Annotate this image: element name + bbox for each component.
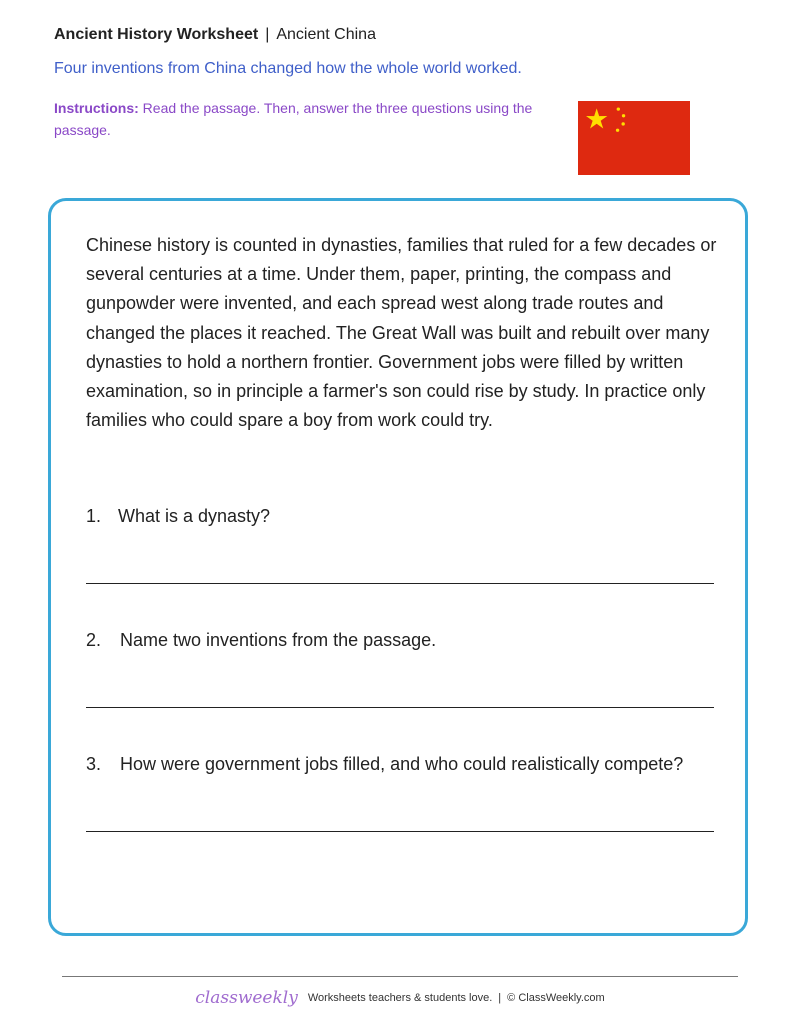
brand-logo: classweekly — [195, 988, 298, 1008]
question-3 — [86, 754, 683, 775]
question-number: 2. — [86, 630, 102, 650]
question-text: What is a dynasty? — [118, 506, 271, 526]
worksheet-title: Ancient History Worksheet — [54, 26, 259, 43]
flag-small-star — [616, 129, 619, 132]
reading-passage: Chinese history is counted in dynasties, families that ruled for a few decades or several centuries at a time. Under them, paper, printing, the compass and gunpowder were invented, and each spread west along trade routes and changed the places it reached. The Great Wall was built and rebuilt over many dynasties to hold a northern frontier. Government jobs were filled by written examination, so in principle a farmer's son could rise by study. In practice only families who could spare a boy from work could try. — [86, 235, 717, 431]
question-number: 3. — [86, 754, 102, 774]
question-2 — [86, 630, 436, 651]
question-1 — [86, 506, 270, 527]
question-text: Name two inventions from the passage. — [120, 630, 437, 650]
header-separator: | — [265, 26, 270, 43]
footer-divider — [62, 976, 738, 977]
question-number: 1. — [86, 506, 102, 526]
answer-line-1[interactable] — [86, 583, 714, 584]
answer-line-3[interactable] — [86, 831, 714, 832]
worksheet-header — [54, 26, 376, 44]
instructions-label: Instructions: — [54, 100, 139, 116]
footer-copyright: © ClassWeekly.com — [507, 992, 605, 1004]
flag-small-star — [617, 107, 620, 110]
worksheet-subtitle: Four inventions from China changed how the whole world worked. — [54, 60, 522, 77]
instructions — [54, 97, 564, 141]
flag-field — [578, 101, 690, 175]
footer-separator: | — [498, 992, 502, 1004]
instructions-text: Read the passage. Then, answer the three questions using the passage. — [54, 100, 533, 138]
footer — [0, 988, 800, 1008]
worksheet-topic: Ancient China — [276, 26, 376, 43]
flag-small-star — [622, 114, 625, 117]
question-text: How were government jobs filled, and who could realistically compete? — [120, 754, 684, 774]
flag-small-star — [621, 122, 624, 125]
china-flag-icon — [578, 101, 690, 175]
footer-tagline: Worksheets teachers & students love. — [307, 992, 493, 1004]
answer-line-2[interactable] — [86, 707, 714, 708]
